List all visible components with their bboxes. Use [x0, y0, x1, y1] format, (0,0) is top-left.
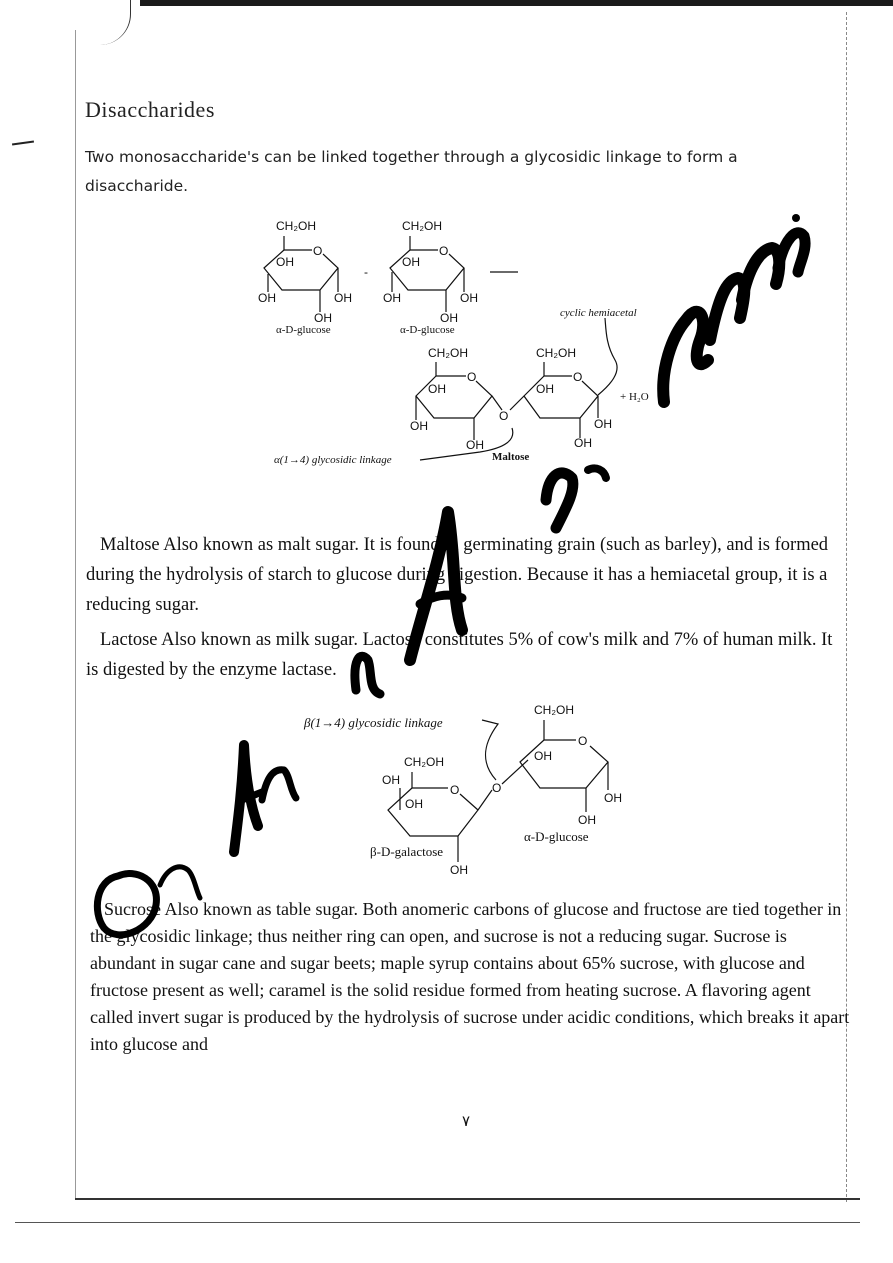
- ch2oh-label: CH₂OH: [536, 346, 576, 360]
- ring-oxygen: O: [439, 244, 449, 258]
- page-frame-bottom: [75, 1198, 860, 1200]
- section-heading: Disaccharides: [85, 97, 215, 122]
- ch2oh-label: CH₂OH: [534, 703, 574, 717]
- oh-label: OH: [534, 749, 552, 763]
- oh-label: OH: [410, 419, 428, 433]
- glucose-ring-2: [383, 219, 478, 336]
- galactose-label: β-D-galactose: [370, 844, 444, 859]
- oh-label: OH: [428, 382, 446, 396]
- glycosidic-oxygen: O: [492, 781, 502, 795]
- cyclic-hemiacetal-label: cyclic hemiacetal: [560, 307, 637, 319]
- ring-oxygen: O: [573, 370, 583, 384]
- ring-oxygen: O: [578, 734, 588, 748]
- oh-label: OH: [460, 291, 478, 305]
- oh-label: OH: [466, 438, 484, 452]
- maltose-lead: Maltose: [100, 535, 160, 555]
- maltose-ring-right: [524, 346, 612, 450]
- dash-symbol: -: [364, 265, 368, 279]
- maltose-ring-left: [410, 346, 492, 452]
- lactose-lead: Lactose: [100, 630, 158, 650]
- lactose-text: Also known as milk sugar. Lactose constitutes 5% of cow's milk and 7% of human milk. It is digested by the enzyme lactase.: [86, 630, 833, 680]
- sucrose-lead: Sucrose: [104, 899, 161, 919]
- page-frame-left: [75, 30, 76, 1200]
- maltose-label: Maltose: [492, 451, 530, 463]
- oh-label: OH: [440, 311, 458, 325]
- oh-label: OH: [536, 382, 554, 396]
- lactose-paragraph: [86, 625, 846, 685]
- oh-label: OH: [382, 773, 400, 787]
- alpha-linkage-label: α(1→4) glycosidic linkage: [274, 454, 392, 466]
- glycosidic-oxygen: O: [499, 409, 509, 423]
- glucose-ring-1: [258, 219, 352, 336]
- oh-label: OH: [405, 797, 423, 811]
- oh-label: OH: [450, 863, 468, 877]
- page-frame-bottom-outer: [15, 1222, 860, 1223]
- oh-label: OH: [594, 417, 612, 431]
- oh-label: OH: [334, 291, 352, 305]
- scan-curve-mark: [100, 0, 131, 45]
- beta-linkage-label: β(1→4) glycosidic linkage: [304, 715, 443, 730]
- oh-label: OH: [276, 255, 294, 269]
- scan-mark: [12, 140, 34, 145]
- oh-label: OH: [402, 255, 420, 269]
- glucose-label: α-D-glucose: [524, 829, 589, 844]
- ch2oh-label: CH₂OH: [276, 219, 316, 233]
- galactose-ring: [370, 755, 478, 877]
- oh-label: OH: [574, 436, 592, 450]
- oh-label: OH: [258, 291, 276, 305]
- oh-label: OH: [578, 813, 596, 827]
- glucose-label-b: α-D-glucose: [400, 324, 455, 336]
- oh-label: OH: [604, 791, 622, 805]
- ch2oh-label: CH₂OH: [404, 755, 444, 769]
- ring-oxygen: O: [467, 370, 477, 384]
- ring-oxygen: O: [450, 783, 460, 797]
- oh-label: OH: [383, 291, 401, 305]
- water-label: + H₂O: [620, 391, 649, 403]
- oh-label: OH: [314, 311, 332, 325]
- scan-border-top: [140, 0, 893, 6]
- ch2oh-label: CH₂OH: [428, 346, 468, 360]
- ch2oh-label: CH₂OH: [402, 219, 442, 233]
- ring-oxygen: O: [313, 244, 323, 258]
- intro-paragraph: Two monosaccharide's can be linked together through a glycosidic linkage to form a disaccharide.: [85, 148, 738, 195]
- page-number: ٧: [462, 1114, 471, 1130]
- maltose-paragraph: [86, 530, 846, 620]
- lactose-glucose-ring: [520, 703, 622, 844]
- sucrose-paragraph: [90, 896, 850, 1058]
- maltose-text: Also known as malt sugar. It is found in germinating grain (such as barley), and is formed during the hydrolysis of starch to glucose during digestion. Because it has a hemiacetal group, it is a reducing sugar.: [86, 535, 829, 615]
- sucrose-text: Also known as table sugar. Both anomeric carbons of glucose and fructose are tied together in the glycosidic linkage; thus neither ring can open, and sucrose is not a reducing sugar. Sucrose is abundant in sugar cane and sugar beets; maple syrup contains about 65% sucrose, with glucose and fructose present as well; caramel is the solid residue formed from heating sucrose. A flavoring agent called invert sugar is produced by the hydrolysis of sucrose under acidic conditions, which breaks it apart into glucose and: [90, 899, 850, 1054]
- glucose-label-a: α-D-glucose: [276, 324, 331, 336]
